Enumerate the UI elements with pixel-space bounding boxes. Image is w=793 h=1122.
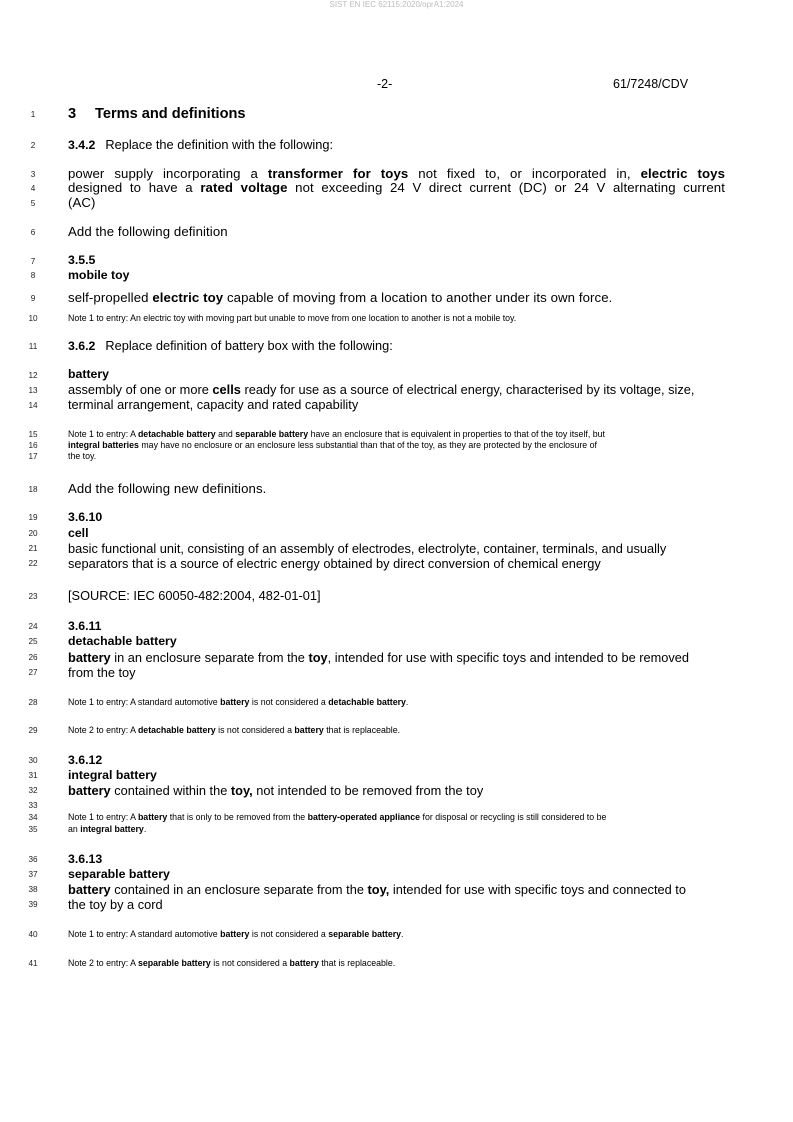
line-number: 2 [30,141,36,150]
term-number: 3.6.11 [68,619,102,633]
definition-line: battery in an enclosure separate from the toy, intended for use with specific toys and intended to be removed [68,650,690,665]
line-number: 25 [28,637,38,646]
term-name: separable battery [68,867,170,881]
line-number: 36 [28,855,38,864]
line-number: 1 [30,110,36,119]
note-to-entry: Note 1 to entry: A battery that is only to be removed from the battery-operated appliance for disposal or recycling is still considered to be [68,812,607,822]
note-to-entry: Note 1 to entry: A standard automotive battery is not considered a separable battery. [68,929,404,939]
line-number: 3 [30,170,36,179]
line-number: 18 [28,485,38,494]
definition-line: from the toy [68,665,136,680]
line-number: 28 [28,698,38,707]
line-number: 9 [30,294,36,303]
line-number: 19 [28,513,38,522]
note-to-entry: Note 2 to entry: A separable battery is not considered a battery that is replaceable. [68,958,396,968]
note-to-entry: Note 1 to entry: A detachable battery and separable battery have an enclosure that is equivalent in properties to that of the toy itself, but [68,429,605,439]
line-number: 34 [28,813,38,822]
amendment-instruction: Add the following definition [68,224,228,239]
note-to-entry: Note 1 to entry: An electric toy with moving part but unable to move from one location to another is not a mobile toy. [68,313,517,323]
line-number: 15 [28,430,38,439]
line-number: 10 [28,314,38,323]
line-number: 41 [28,959,38,968]
source-reference: [SOURCE: IEC 60050-482:2004, 482-01-01] [68,588,321,603]
amendment-instruction: Add the following new definitions. [68,481,267,496]
line-number: 13 [28,386,38,395]
line-number: 20 [28,529,38,538]
section-heading: 3 Terms and definitions [68,106,246,122]
amendment-instruction: 3.6.2 Replace definition of battery box with the following: [68,338,393,353]
document-reference: 61/7248/CDV [613,77,689,91]
line-number: 30 [28,756,38,765]
definition-line: designed to have a rated voltage not exceeding 24 V direct current (DC) or 24 V alternating current [68,180,726,195]
watermark: SIST EN IEC 62115:2020/oprA1:2024 [329,0,464,9]
term-name: integral battery [68,768,157,782]
line-number: 40 [28,930,38,939]
page-number: -2- [377,77,393,91]
term-number: 3.6.10 [68,510,103,524]
definition-line: battery contained in an enclosure separate from the toy, intended for use with specific toys and connected to [68,882,686,897]
term-name: mobile toy [68,268,130,282]
amendment-instruction: 3.4.2 Replace the definition with the following: [68,137,333,152]
line-number: 16 [28,441,38,450]
line-number: 22 [28,559,38,568]
line-number: 6 [30,228,36,237]
note-to-entry: the toy. [68,451,97,461]
note-to-entry: an integral battery. [68,824,147,834]
definition-line: the toy by a cord [68,897,163,912]
line-number: 27 [28,668,38,677]
line-number: 21 [28,544,38,553]
line-number: 7 [30,257,36,266]
definition-line: assembly of one or more cells ready for use as a source of electrical energy, characterised by its voltage, size, [68,382,695,397]
line-number: 14 [28,401,38,410]
line-number: 39 [28,900,38,909]
term-name: battery [68,367,110,381]
term-name: cell [68,526,89,540]
term-number: 3.6.13 [68,852,103,866]
line-number: 8 [30,271,36,280]
line-number: 4 [30,184,36,193]
line-number: 37 [28,870,38,879]
term-number: 3.5.5 [68,253,96,267]
note-to-entry: integral batteries may have no enclosure or an enclosure less substantial than that of the toy, as they are protected by the enclosure of [68,440,597,450]
line-number: 33 [28,801,38,810]
line-number: 5 [30,199,36,208]
line-number: 35 [28,825,38,834]
line-number: 23 [28,592,38,601]
definition-line: terminal arrangement, capacity and rated capability [68,397,359,412]
line-number: 38 [28,885,38,894]
line-number: 31 [28,771,38,780]
note-to-entry: Note 1 to entry: A standard automotive battery is not considered a detachable battery. [68,697,409,707]
line-number: 29 [28,726,38,735]
term-number: 3.6.12 [68,753,103,767]
note-to-entry: Note 2 to entry: A detachable battery is not considered a battery that is replaceable. [68,725,401,735]
line-number: 26 [28,653,38,662]
definition-line: (AC) [68,195,96,210]
line-number: 11 [28,342,38,351]
line-number: 32 [28,786,38,795]
line-number: 24 [28,622,38,631]
definition-line: basic functional unit, consisting of an assembly of electrodes, electrolyte, container, terminals, and usually [68,541,667,556]
term-name: detachable battery [68,634,177,648]
line-number: 17 [28,452,38,461]
definition-line: power supply incorporating a transformer for toys not fixed to, or incorporated in, electric toys [68,166,726,181]
line-number: 12 [28,371,38,380]
definition-line: self-propelled electric toy capable of moving from a location to another under its own force. [68,290,613,305]
definition-line: battery contained within the toy, not intended to be removed from the toy [68,783,484,798]
definition-line: separators that is a source of electric energy obtained by direct conversion of chemical energy [68,556,601,571]
